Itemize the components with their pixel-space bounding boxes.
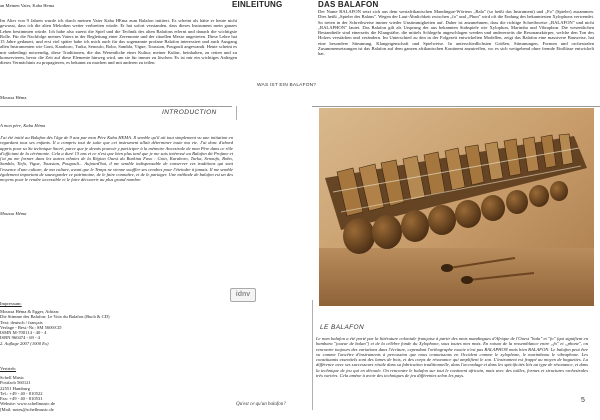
imprint-line: Text: deutsch / français — [0, 319, 43, 325]
signature-de: Moussa Héma — [0, 95, 27, 100]
vertrieb-line: Schell Music — [0, 375, 25, 380]
imprint-line: ISBN 960474 - 69 - 4 — [0, 335, 40, 341]
imprint-line: Die Stimme des Balafon: Le Voix du Balafon (Buch & CD) — [0, 314, 110, 320]
dedication-fr: A mon père, Kaba Héma — [0, 123, 46, 128]
signature-fr: Moussa Héma — [0, 211, 27, 216]
balafon-text-de: Der Name BALAFON setzt sich aus dem westafrikanischen Mandingue-Wörtern „Bala" (so heißt das Instrument) und „Fo" (Spieler) zusammen. Dies heißt „Spieler des Balans". Wegen der Laut-Ähnlichkeit zwischen „fo" und „Phon" wird oft die Endung des bekanntesten Xylophons verwendet. So treten in der Schreibweise immer wieder Unstimmigkeiten auf. Daher ist anzunehmen, dass die richtige Schreibweise „BALAFON" und nicht „BALAPHON" lautet. Das Balafon gilt als Ursprung der aus bekannten Stabspiele wie Xylophon, Marimba und Vibraphon. Die wesentlichen Bestandteile sind einerseits die Klangstäbe, die mittels Schlegeln angeschlagen werden und andererseits die Resonanzkörper, welche den Ton des Holzes verstärken und verändern. Im Unterschied zu den in der Folgezeit entwickelten Modellen, zeigt das Balafon eine massivere Bauweise, hat eine besondere Stimmung, Klangeigenschaft und Spielweise. In unterschiedlichsten Größen, Stimmungen, Formen und orchestralen Zusammensetzungen ist das Balafon auf dem ganzen afrikanischen Kontinent anzutreffen, wo es sich weitgehend ohne fremde Einflüsse entwickelt hat. — [318, 9, 594, 57]
imprint-block — [0, 309, 230, 346]
publisher-logo: idnv — [230, 288, 256, 302]
vertrieb-line: Website: www.schellmusic.de — [0, 401, 56, 407]
balafon-photo — [319, 108, 594, 306]
intro-text-de: Im Alter von 9 Jahren wurde ich durch meinen Vater Kaba HEma zum Balafon initiiert. Es scheint als hätte er heute nicht gewusst, dass ich die alten Melodien weiter verbreiten würde. Er hat sofort verstanden, dass dieses Instrument mein ganzes Leben bestimmen würde. Ich habe also zuerst die Spiel und die Technik des alten Balafons erlernt und danach die wichtigste Rolle. Für die Nachfolge meines Vaters in der Begleitung einer Zeremonie und der rituellen Messe angetreten. Diese Lehre hat 15 Jahre gedauert, und erst viel später habe ich mich auch für das sogenannte profane Balafon interessiert und auch Ausgang allen Instrumenten wie Goni, Karaboro, Turka, Senoufo, Bobo, Sambla, Vigue, Toussian, Pougouli angewandt. Heute scheint es mir unbedingt notwendig, diese Traditionen, die das Wesentliche einer Kultur, meiner Kultur, beinhalten, zu retten und zu konservieren, bevor die Zeit auf diese Elemente hinweg wird, um sie für immer zu löschen. Es ist mir ein wichtiges Anliegen dieses Vermächtnis zu propagieren, es bekannt zu machen und mit anderen zu teilen. — [0, 18, 237, 66]
right-divider-line — [312, 106, 600, 107]
imprint-line: Verlage - Best.-Nr.: SM 5600/CD — [0, 324, 62, 330]
dedication-de: an Meinen Vater, Kaba Hema — [0, 3, 55, 8]
vertrieb-line: [Mail: notes@schellmusic.de — [0, 406, 54, 412]
imprint-title: Impressum: — [0, 301, 22, 306]
header-das-balafon: DAS BALAFON — [318, 0, 379, 9]
balafon-text-fr: Le nom balafon a été porté par la littérature coloniale française à partir des mots mandingues d'Afrique de l'Ouest "bala" et "fo" (qui signifient en bambara "joueur de balan") et de la célèbre fonde du Xylophone, sous toutes mes mots. En raison de la ressemblance entre „fo" et „phone", on rencontre toujours des variations dans l'écriture, cependant l'orthographe exacte n'est pas BALAPHON mais bien BALAFON. Le balafon peut être vu comme l'ancêtre d'instruments à percussion que nous connaissons en Occident comme le xylophone, le marimbaou le vibraphone. Les constituants essentiels sont des lames de bois, et des corps de résonance qui amplifient le son. L'instrument est frappé au moyen de baguettes. La différence avec ses successeurs réside dans sa fabrication traditionnelle, dans l'accordage et dans les spécificités liés au type de résonance, et dans la technique de jeu qui en découle. On rencontre le balafon sur tout le continent africain, mais avec des tailles, formes et structures orchestrales très variées. Cela amène à avoir des techniques de jeu différentes selon les pays. — [316, 336, 588, 379]
vertrieb-line: Postfach 560121 — [0, 380, 31, 386]
caption-rule — [312, 300, 313, 410]
vertrieb-block — [0, 375, 230, 412]
intro-text-fr: J'ai été initié au Balafon dès l'âge de 9 ans par mon Père Kaba HEMA. Il semble qu'il ait tout simplement vu une initiation en regardant tous ses enfants. Il a compris tout de suite que cet instrument allait déterminer toute ma vie. J'ai donc d'abord appris pour sa Sa technique Sacré, parce que je devais pouvoir y participer à la mémoire Ancestrale de mon Père dans ce rôle d'officiant de la cérémonie. Cela a duré 15 ans et ce n'est que bien plus tard que je me suis intéressé au Balafon dit Profane et j'ai pu me former dans les autres ethnies de la Région Ouest du Burkina Faso : Goin, Karaboro, Turka, Senoufo, Bobo, Sambla, Tiefo, Vigue, Toussian, Pougouli... Aujourd'hui, il me semble indispensable de conserver ces traditions qui sont l'essence d'une culture, de ma culture, avant que le Temps ne vienne souffler ses cendres pour l'éteindre à jamais. Il me semble également important de sauvegarder ce patrimoine, de le faire connaître, et de le partager. Une méthode de balafon est un des moyens pour le rendre accessible et le faire découvrir au plus grand nombre. — [0, 135, 233, 183]
imprint-line: 2. Auflage 2007 (1000 Ex) — [0, 340, 49, 346]
vertrieb-line: 22551 Hamburg — [0, 385, 30, 391]
header-einleitung: EINLEITUNG — [232, 0, 283, 9]
section-title-le-balafon: LE BALAFON — [320, 324, 365, 331]
section-title-introduction: INTRODUCTION — [162, 109, 217, 116]
imprint-line: ISMN M-700114 - 40 - 4 — [0, 330, 47, 336]
side-caption: WAS IST EIN BALAFON? — [257, 83, 317, 88]
vertrieb-title: Vertrieb: — [0, 366, 17, 371]
imprint-line: Moussa Héma & Egger, Adrian: — [0, 309, 60, 314]
vertrieb-line: Fax: +49 - 40 - 810531 — [0, 396, 43, 402]
photo-caption: Qu'est ce qu'un balafon? — [236, 402, 286, 407]
balafon-illustration — [319, 108, 594, 306]
vertrieb-line: Tel.: +49 - 40 - 810522 — [0, 390, 43, 396]
page-number: 5 — [581, 397, 585, 404]
column-rule — [236, 106, 237, 120]
divider-line — [0, 106, 232, 107]
